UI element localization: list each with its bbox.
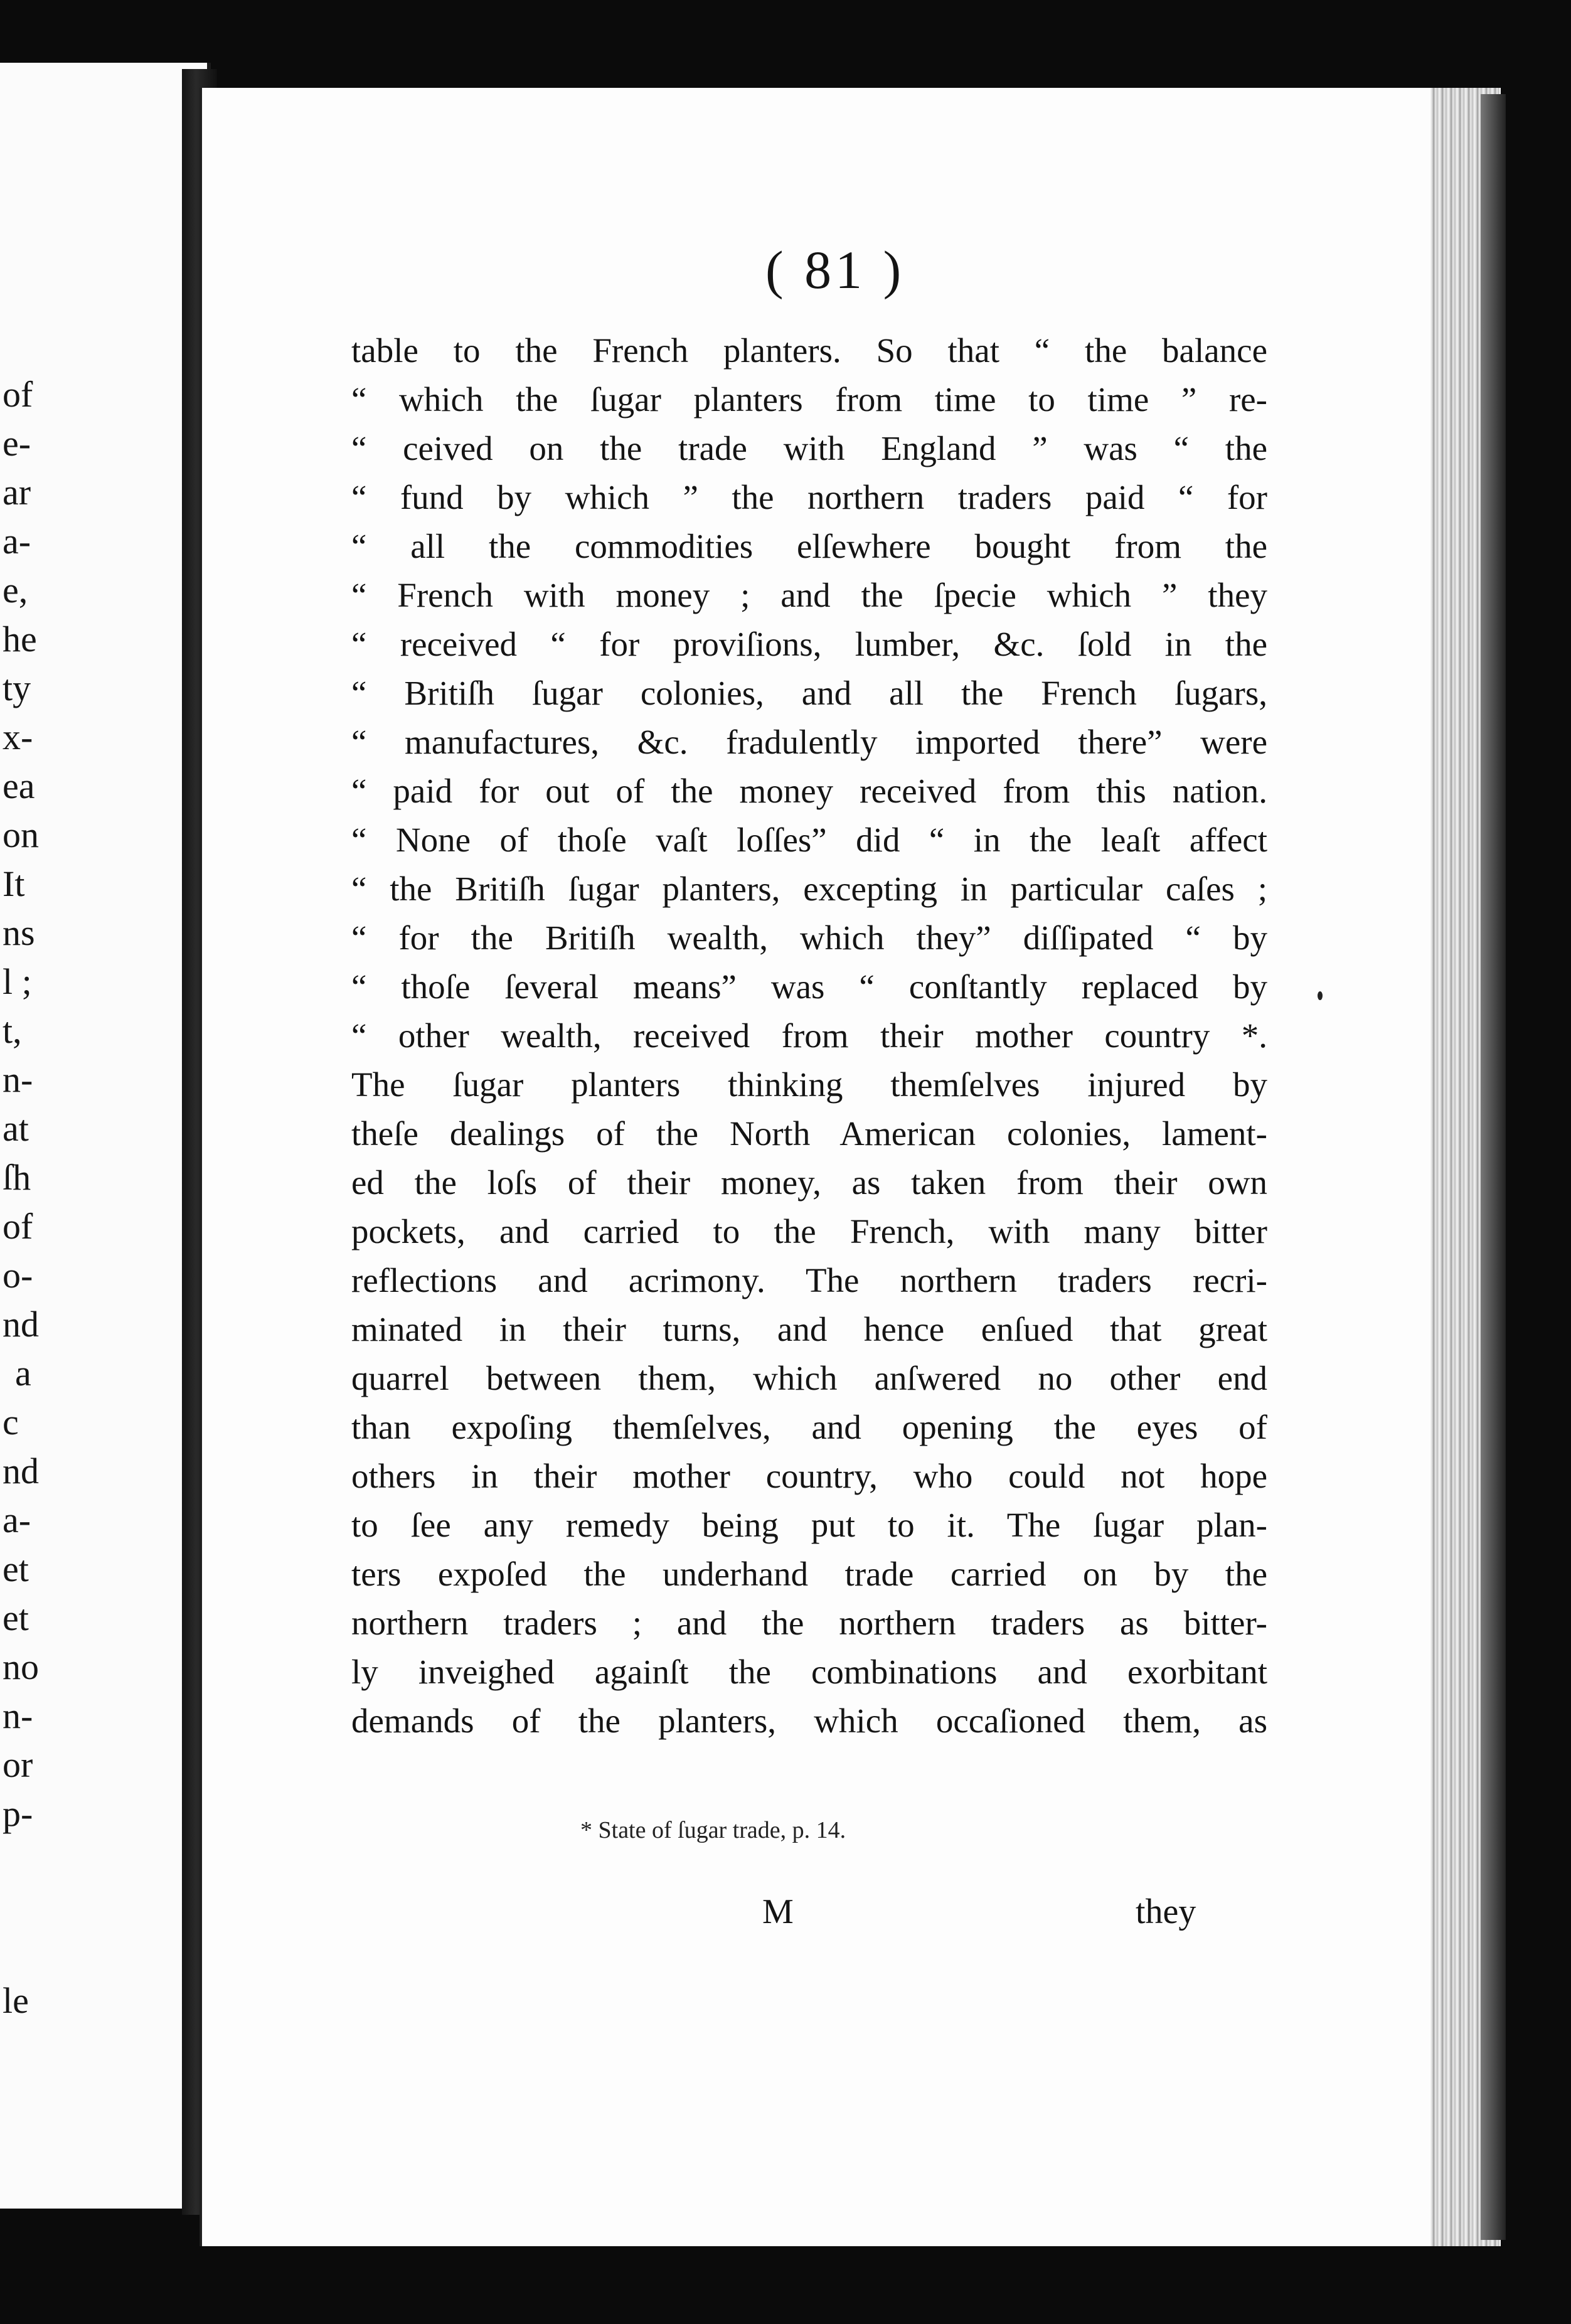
text-line: “ thoſe ſeveral means” was “ conſtantly replaced by — [351, 967, 1267, 1006]
text-line: table to the French planters. So that “ the balance — [351, 331, 1267, 370]
footnote: * State of ſugar trade, p. 14. — [580, 1817, 846, 1843]
text-line: “ received “ for proviſions, lumber, &c. ſold in the — [351, 625, 1267, 663]
left-fragment: e, — [3, 570, 28, 610]
page-edge-shadow — [1481, 94, 1506, 2240]
left-fragment: p- — [3, 1793, 33, 1834]
text-line: “ the Britiſh ſugar planters, excepting in particular caſes ; — [351, 870, 1267, 908]
body-text — [351, 326, 1267, 1746]
left-fragment: nd — [3, 1304, 39, 1345]
left-fragment: e- — [3, 423, 31, 464]
left-fragment: of — [3, 1206, 33, 1247]
left-fragment: nd — [3, 1451, 39, 1491]
text-line: “ None of thoſe vaſt loſſes” did “ in the leaſt affect — [351, 821, 1267, 859]
left-fragment: of — [3, 374, 33, 415]
text-line: ly inveighed againſt the combinations and exorbitant — [351, 1653, 1267, 1691]
text-line: “ ceived on the trade with England ” was “ the — [351, 429, 1267, 467]
catchword: they — [1136, 1892, 1196, 1931]
text-line: reflections and acrimony. The northern traders recri- — [351, 1261, 1267, 1299]
text-line: “ manufactures, &c. fradulently imported there” were — [351, 723, 1267, 761]
text-line: “ all the commodities elſewhere bought from the — [351, 527, 1267, 565]
text-line: The ſugar planters thinking themſelves injured by — [351, 1065, 1267, 1104]
text-line: “ French with money ; and the ſpecie which ” they — [351, 576, 1267, 614]
text-line: “ other wealth, received from their mother country *. — [351, 1016, 1267, 1055]
left-fragment: x- — [3, 717, 33, 757]
text-line: quarrel between them, which anſwered no other end — [351, 1359, 1267, 1397]
text-line: ters expoſed the underhand trade carried on by the — [351, 1555, 1267, 1593]
left-fragment: a- — [3, 1500, 31, 1540]
text-line: “ Britiſh ſugar colonies, and all the French ſugars, — [351, 674, 1267, 712]
text-line: than expoſing themſelves, and opening the eyes of — [351, 1408, 1267, 1446]
left-fragment: c — [3, 1402, 19, 1442]
left-fragment: on — [3, 814, 39, 855]
ink-speck — [1318, 991, 1323, 1000]
text-line: “ which the ſugar planters from time to time ” re- — [351, 380, 1267, 418]
left-fragment: et — [3, 1597, 29, 1638]
left-fragment: a — [15, 1353, 31, 1394]
left-fragment: at — [3, 1108, 29, 1149]
signature-mark: M — [762, 1892, 794, 1931]
text-line: northern traders ; and the northern traders as bitter- — [351, 1604, 1267, 1642]
page-number: ( 81 ) — [765, 240, 905, 300]
left-fragment: le — [3, 1980, 29, 2021]
left-fragment: he — [3, 619, 37, 659]
left-fragment: or — [3, 1744, 33, 1785]
left-fragment: a- — [3, 521, 31, 562]
text-line: to ſee any remedy being put to it. The ſugar plan- — [351, 1506, 1267, 1544]
left-fragment: ns — [3, 912, 35, 953]
text-line: others in their mother country, who could not hope — [351, 1457, 1267, 1495]
text-line: “ for the Britiſh wealth, which they” diſſipated “ by — [351, 919, 1267, 957]
text-line: minated in their turns, and hence enſued that great — [351, 1310, 1267, 1348]
text-line: “ fund by which ” the northern traders paid “ for — [351, 478, 1267, 516]
left-fragment: t, — [3, 1010, 22, 1051]
text-line: theſe dealings of the North American colonies, lament- — [351, 1114, 1267, 1153]
text-line: “ paid for out of the money received from this nation. — [351, 772, 1267, 810]
left-fragment: ſh — [3, 1157, 31, 1198]
left-page — [0, 63, 211, 2209]
left-fragment: o- — [3, 1255, 33, 1296]
text-line: pockets, and carried to the French, with many bitter — [351, 1212, 1267, 1250]
text-line: demands of the planters, which occaſioned them, as — [351, 1702, 1267, 1740]
left-fragment: l ; — [3, 961, 32, 1002]
left-fragment: no — [3, 1646, 39, 1687]
left-fragment: n- — [3, 1059, 33, 1100]
left-fragment: It — [3, 863, 25, 904]
left-fragment: n- — [3, 1695, 33, 1736]
left-fragment: ar — [3, 472, 31, 513]
left-fragment: ty — [3, 668, 31, 708]
left-fragment: ea — [3, 765, 35, 806]
text-line: ed the loſs of their money, as taken from their own — [351, 1163, 1267, 1202]
left-fragment: et — [3, 1548, 29, 1589]
